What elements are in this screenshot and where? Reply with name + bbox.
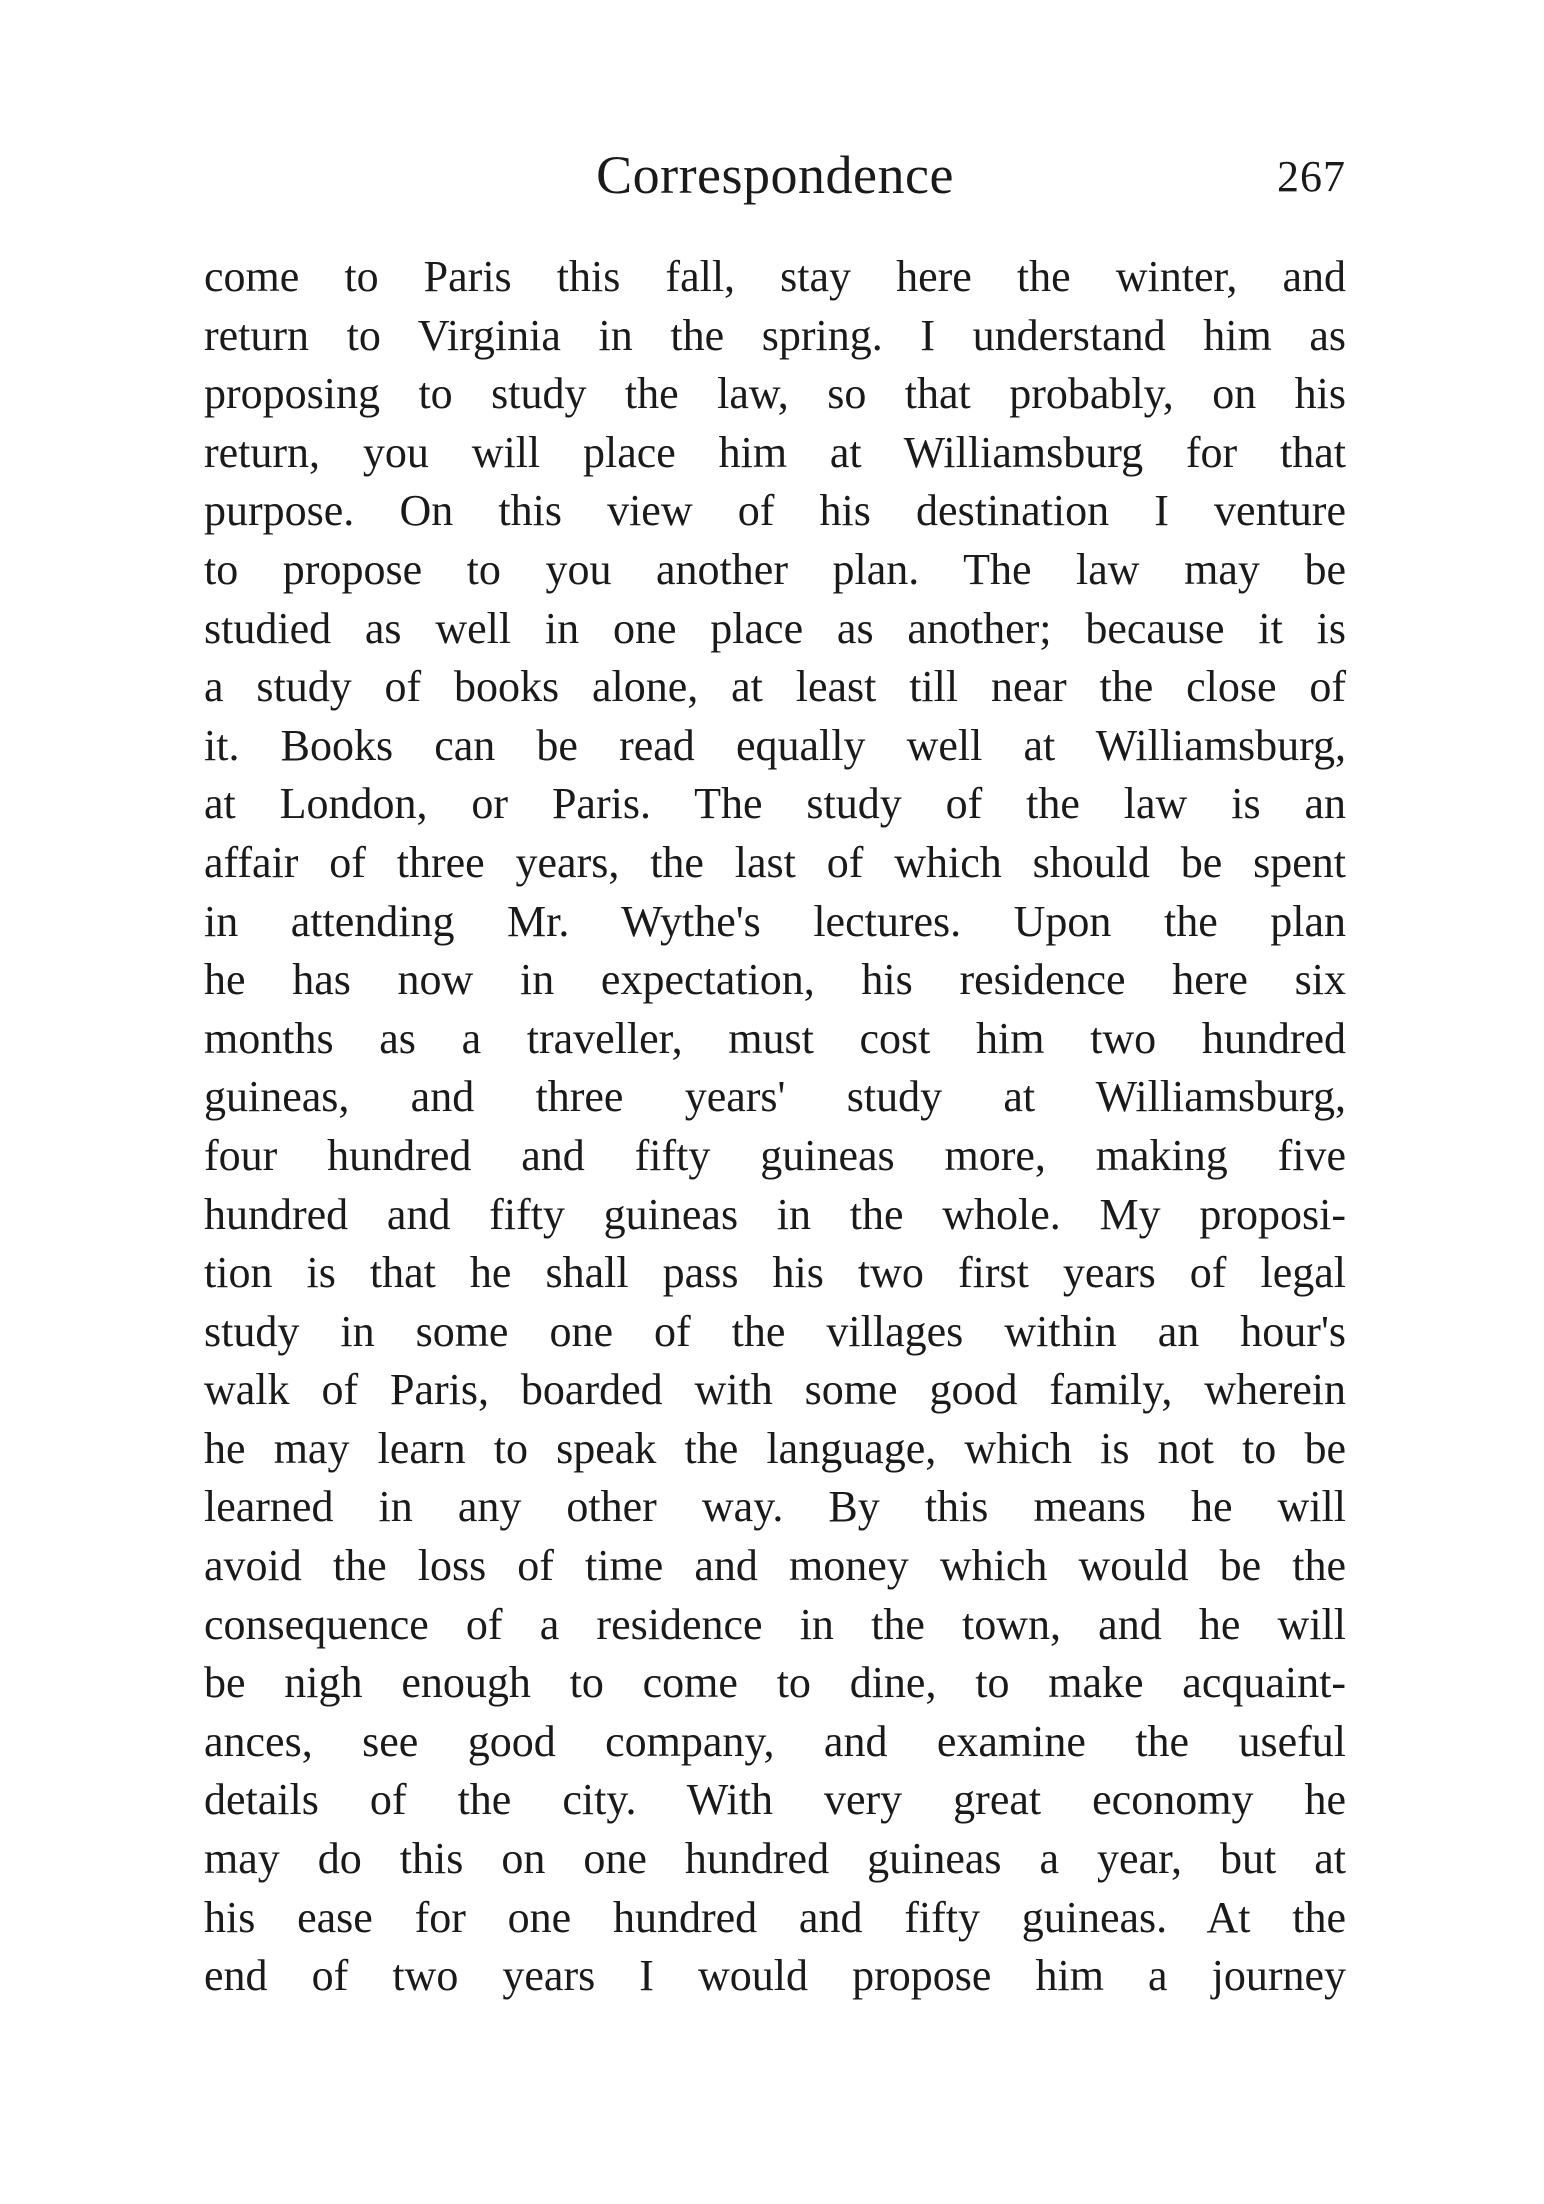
text-line: to propose to you another plan. The law may be [204, 544, 1346, 594]
text-line: proposing to study the law, so that probably, on his [204, 369, 1346, 419]
text-line: guineas, and three years' study at Williamsburg, [204, 1072, 1346, 1122]
text-line: be nigh enough to come to dine, to make acquaint- [204, 1658, 1346, 1708]
text-line: return to Virginia in the spring. I understand him as [204, 310, 1346, 360]
body-text [204, 248, 1346, 2006]
running-title: Correspondence [596, 145, 954, 205]
text-line: he may learn to speak the language, which is not to be [204, 1423, 1346, 1473]
text-line: ances, see good company, and examine the useful [204, 1716, 1346, 1766]
text-line: hundred and fifty guineas in the whole. My proposi- [204, 1189, 1346, 1239]
text-line: affair of three years, the last of which should be spent [204, 837, 1346, 887]
text-line: months as a traveller, must cost him two hundred [204, 1013, 1346, 1063]
text-line: study in some one of the villages within an hour's [204, 1306, 1346, 1356]
text-line: learned in any other way. By this means he will [204, 1482, 1346, 1532]
text-line: details of the city. With very great economy he [204, 1775, 1346, 1825]
text-line: end of two years I would propose him a journey [204, 1951, 1346, 2001]
page-number: 267 [1277, 152, 1346, 201]
text-line: four hundred and fifty guineas more, making five [204, 1130, 1346, 1180]
text-line: in attending Mr. Wythe's lectures. Upon the plan [204, 896, 1346, 946]
running-head [204, 135, 1346, 215]
text-line: avoid the loss of time and money which would be the [204, 1541, 1346, 1591]
text-line: may do this on one hundred guineas a year, but at [204, 1834, 1346, 1884]
text-line: at London, or Paris. The study of the law is an [204, 779, 1346, 829]
text-line: studied as well in one place as another; because it is [204, 603, 1346, 653]
text-line: it. Books can be read equally well at Williamsburg, [204, 720, 1346, 770]
text-line: walk of Paris, boarded with some good family, wherein [204, 1365, 1346, 1415]
text-line: he has now in expectation, his residence here six [204, 955, 1346, 1005]
text-line: consequence of a residence in the town, and he will [204, 1599, 1346, 1649]
text-line: purpose. On this view of his destination I venture [204, 486, 1346, 536]
text-line: return, you will place him at Williamsburg for that [204, 427, 1346, 477]
text-line: a study of books alone, at least till near the close of [204, 662, 1346, 712]
text-line: come to Paris this fall, stay here the winter, and [204, 252, 1346, 301]
text-line: tion is that he shall pass his two first years of legal [204, 1248, 1346, 1298]
text-line: his ease for one hundred and fifty guineas. At the [204, 1892, 1346, 1942]
